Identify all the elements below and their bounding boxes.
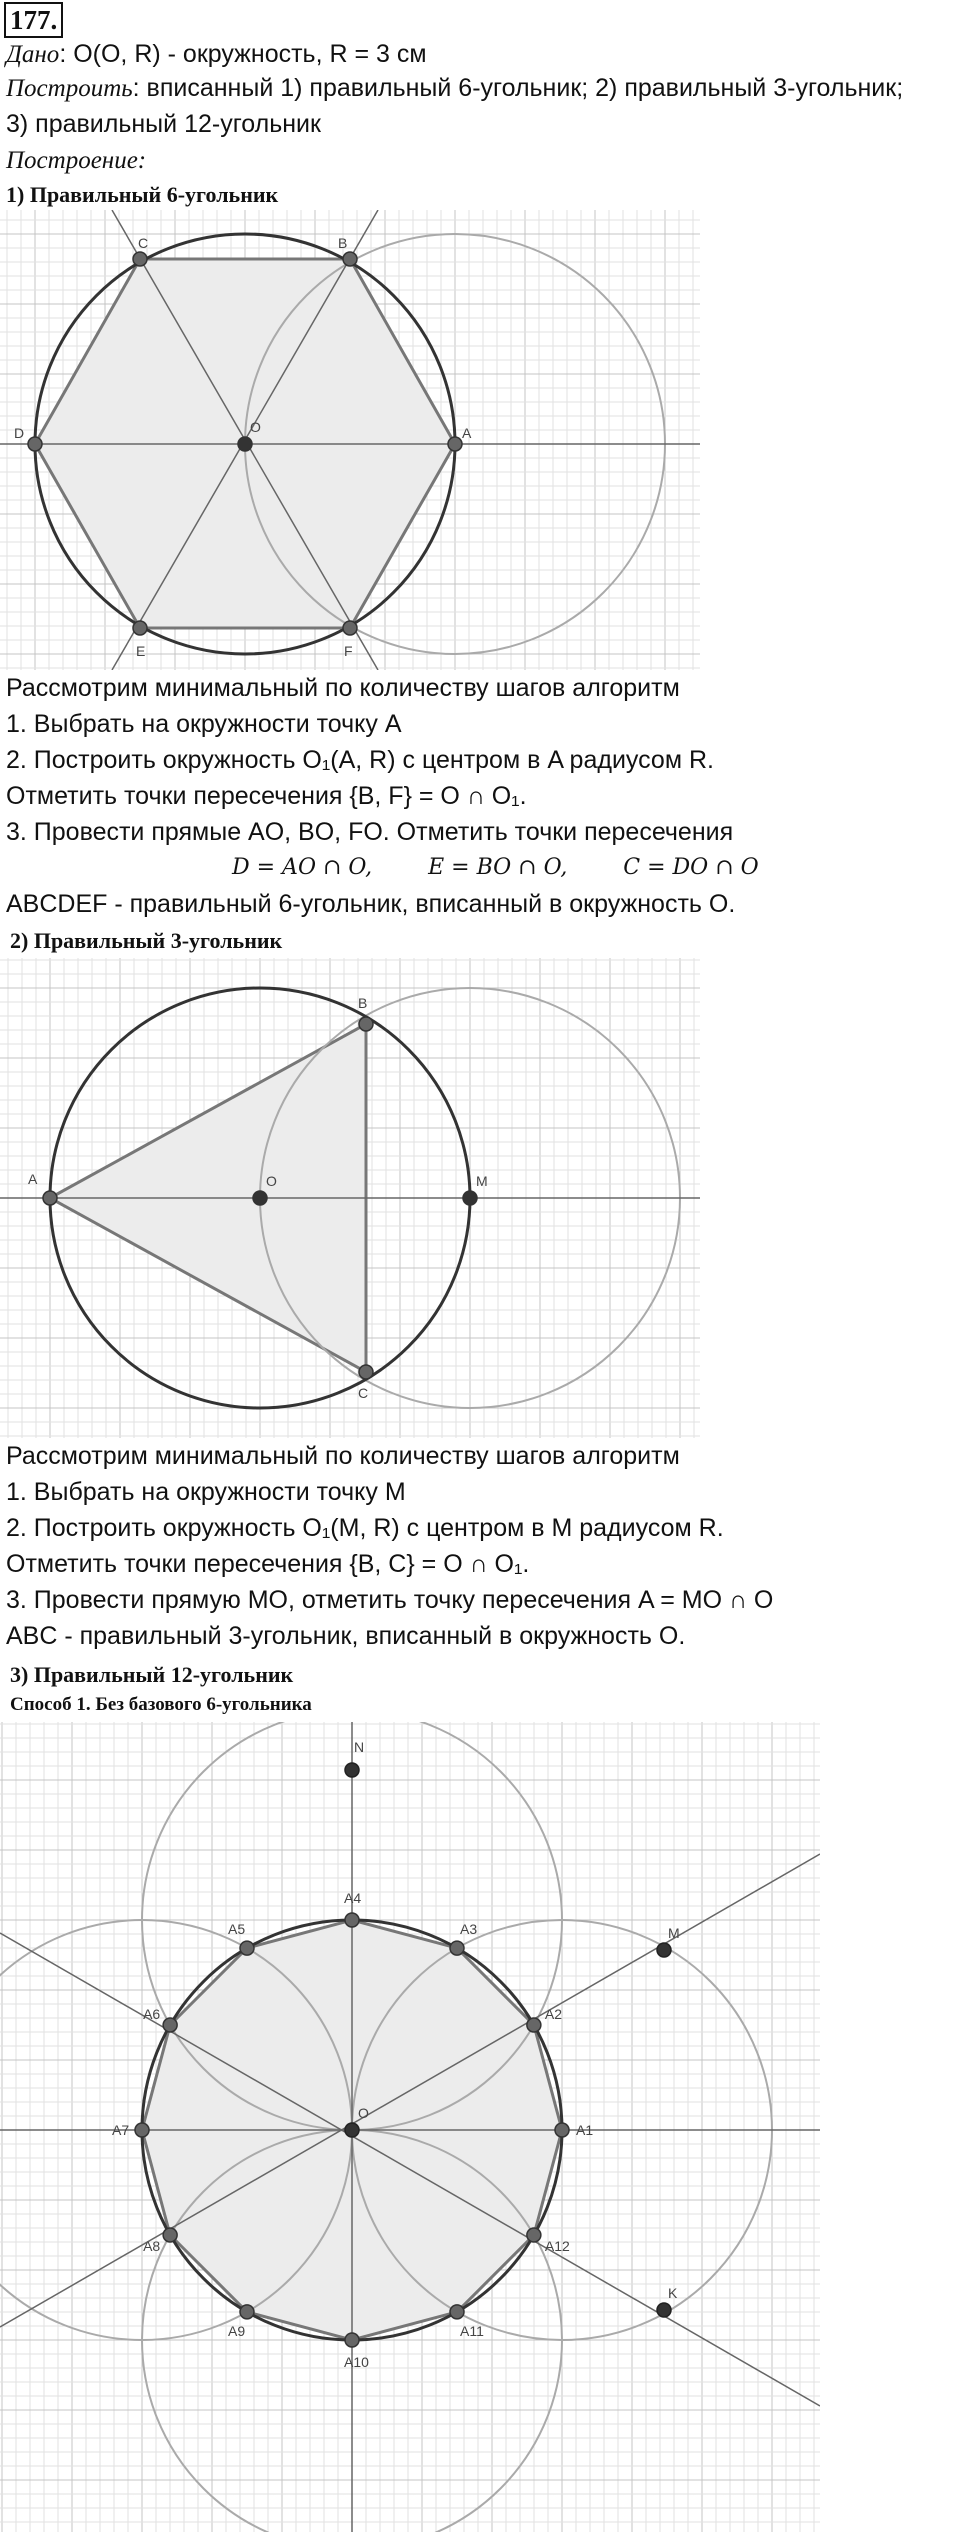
label-m: M — [668, 1925, 680, 1941]
label-d: D — [14, 425, 25, 441]
given-text: O(O, R) - окружность, R = 3 см — [73, 40, 427, 68]
point-a7 — [135, 2123, 149, 2137]
label-a2: A2 — [544, 2006, 563, 2022]
part2-line: Рассмотрим минимальный по количеству шагов алгоритм — [6, 1442, 680, 1470]
label-a10: A10 — [344, 2354, 369, 2370]
label-f: F — [344, 643, 353, 659]
problem-number: 177. — [4, 2, 63, 38]
point-n — [345, 1763, 359, 1777]
point-a11 — [450, 2305, 464, 2319]
label-c: C — [138, 235, 149, 251]
part2-line: 3. Провести прямую MO, отметить точку пересечения A = MO ∩ O — [6, 1586, 774, 1614]
label-c: C — [358, 1385, 369, 1401]
point-o — [253, 1191, 267, 1205]
label-a12: A12 — [544, 2238, 570, 2254]
label-b: B — [338, 235, 348, 251]
hexagon-figure — [0, 210, 700, 670]
label-a: A — [462, 425, 472, 441]
given-line: Дано: O(O, R) - окружность, R = 3 см — [6, 40, 427, 68]
label-a7: A7 — [112, 2122, 130, 2138]
part3-subheading: Способ 1. Без базового 6-угольника — [10, 1694, 312, 1715]
dodecagon-figure — [0, 1722, 820, 2532]
label-a8: A8 — [143, 2238, 161, 2254]
label-a: A — [28, 1171, 38, 1187]
point-b — [343, 252, 357, 266]
part2-line: 2. Построить окружность O₁(M, R) с центром в M радиусом R. — [6, 1514, 724, 1542]
point-a1 — [555, 2123, 569, 2137]
point-a6 — [163, 2018, 177, 2032]
label-a5: A5 — [228, 1921, 246, 1938]
point-o — [345, 2123, 359, 2137]
label-o: O — [250, 419, 261, 435]
point-k — [657, 2303, 671, 2317]
triangle-figure — [0, 958, 700, 1438]
label-e: E — [136, 643, 146, 659]
label-m: M — [476, 1173, 488, 1189]
part3-heading: 3) Правильный 12-угольник — [10, 1662, 294, 1687]
part1-heading: 1) Правильный 6-угольник — [6, 182, 279, 207]
label-a3: A3 — [460, 1921, 478, 1938]
part1-line: 2. Построить окружность O₁(A, R) с центром в A радиусом R. — [6, 746, 714, 774]
point-a — [43, 1191, 57, 1205]
point-m — [463, 1191, 477, 1205]
label-a9: A9 — [228, 2322, 246, 2339]
construct-line: Построить: вписанный 1) правильный 6-угольник; 2) правильный 3-угольник; — [6, 74, 904, 102]
point-b — [359, 1017, 373, 1031]
part1-line: D = AO ∩ O, E = BO ∩ O, C = DO ∩ O — [232, 855, 759, 880]
point-a — [448, 437, 462, 451]
point-c — [359, 1365, 373, 1379]
part2-line: ABC - правильный 3-угольник, вписанный в окружность O. — [6, 1622, 686, 1650]
point-a10 — [345, 2333, 359, 2347]
part2-line: 1. Выбрать на окружности точку M — [6, 1478, 406, 1506]
label-a6: A6 — [143, 2006, 161, 2022]
point-a8 — [163, 2228, 177, 2242]
label-a11: A11 — [460, 2322, 484, 2339]
label-k: K — [668, 2285, 678, 2301]
label-a4: A4 — [344, 1890, 362, 1906]
point-a5 — [240, 1941, 254, 1955]
point-e — [133, 621, 147, 635]
label-o: O — [358, 2105, 369, 2121]
part1-line: 3. Провести прямые AO, BO, FO. Отметить точки пересечения — [6, 818, 734, 846]
point-o — [238, 437, 252, 451]
construction-label: Построение: — [6, 147, 147, 174]
point-a2 — [527, 2018, 541, 2032]
point-c — [133, 252, 147, 266]
point-a12 — [527, 2228, 541, 2242]
point-m — [657, 1943, 671, 1957]
label-b: B — [358, 995, 368, 1011]
point-a3 — [450, 1941, 464, 1955]
part2-heading: 2) Правильный 3-угольник — [10, 928, 283, 953]
construct-line-2: 3) правильный 12-угольник — [6, 110, 321, 138]
construct-label: Построить — [6, 75, 133, 102]
part1-line: 1. Выбрать на окружности точку A — [6, 710, 402, 738]
point-a4 — [345, 1913, 359, 1927]
point-a9 — [240, 2305, 254, 2319]
label-a1: A1 — [576, 2122, 594, 2138]
part1-line: ABCDEF - правильный 6-угольник, вписанный в окружность O. — [6, 890, 736, 918]
point-f — [343, 621, 357, 635]
point-d — [28, 437, 42, 451]
construct-text: вписанный 1) правильный 6-угольник; 2) правильный 3-угольник; — [146, 74, 904, 102]
part1-line: Отметить точки пересечения {B, F} = O ∩ O₁. — [6, 782, 527, 810]
given-label: Дано — [6, 41, 60, 68]
part1-line: Рассмотрим минимальный по количеству шагов алгоритм — [6, 674, 680, 702]
label-n: N — [354, 1739, 365, 1755]
part2-line: Отметить точки пересечения {B, C} = O ∩ O₁. — [6, 1550, 530, 1578]
label-o: O — [266, 1173, 277, 1189]
